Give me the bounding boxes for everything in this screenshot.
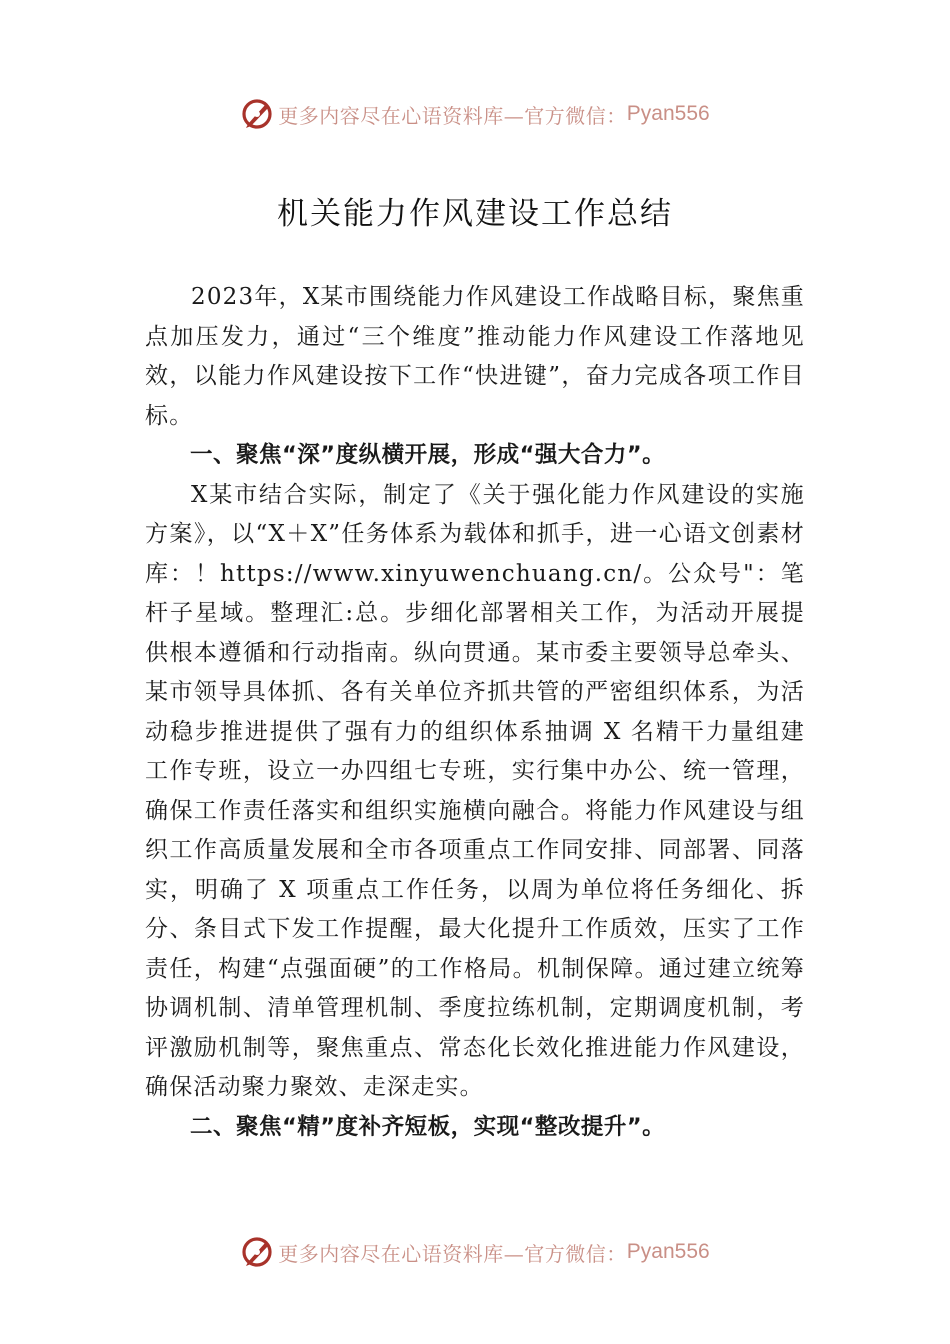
pen-logo-icon (240, 97, 274, 131)
section-1-paragraph: X某市结合实际，制定了《关于强化能力作风建设的实施方案》，以“X＋X”任务体系为载体和抓手，进一心语文创素材库：！https://www.xinyuwenchuang.cn/。公众号"：笔杆子星域。整理汇:总。步细化部署相关工作，为活动开展提供根本遵循和行动指南。纵向贯通。某市委主要领导总牵头、某市领导具体抓、各有关单位齐抓共管的严密组织体系，为活动稳步推进提供了强有力的组织体系抽调 X 名精干力量组建工作专班，设立一办四组七专班，实行集中办公、统一管理，确保工作责任落实和组织实施横向融合。将能力作风建设与组织工作高质量发展和全市各项重点工作同安排、同部署、同落实，明确了 X 项重点工作任务，以周为单位将任务细化、拆分、条目式下发工作提醒，最大化提升工作质效，压实了工作责任，构建“点强面硬”的工作格局。机制保障。通过建立统筹协调机制、清单管理机制、季度拉练机制，定期调度机制，考评激励机制等，聚焦重点、常态化长效化推进能力作风建设，确保活动聚力聚效、走深走实。 (145, 481, 805, 1100)
section-heading-1: 一、聚焦“深”度纵横开展，形成“强大合力”。 (190, 442, 666, 468)
banner-wechat-id: Pyan556 (626, 102, 710, 125)
banner-slogan: 更多内容尽在心语资料库—官方微信： (278, 1241, 627, 1266)
intro-paragraph: 2023年，X某市围绕能力作风建设工作战略目标，聚焦重点加压发力，通过“三个维度”推动能力作风建设工作落地见效，以能力作风建设按下工作“快进键”，奋力完成各项工作目标。 (145, 284, 805, 429)
footer-banner (0, 1232, 950, 1272)
document-body (145, 278, 805, 1147)
banner-wechat-id: Pyan556 (626, 1240, 710, 1263)
header-banner (0, 94, 950, 134)
section-heading-2: 二、聚焦“精”度补齐短板，实现“整改提升”。 (190, 1113, 666, 1140)
document-title: 机关能力作风建设工作总结 (277, 196, 673, 232)
banner-slogan: 更多内容尽在心语资料库—官方微信： (278, 103, 627, 128)
pen-logo-icon (240, 1235, 274, 1269)
